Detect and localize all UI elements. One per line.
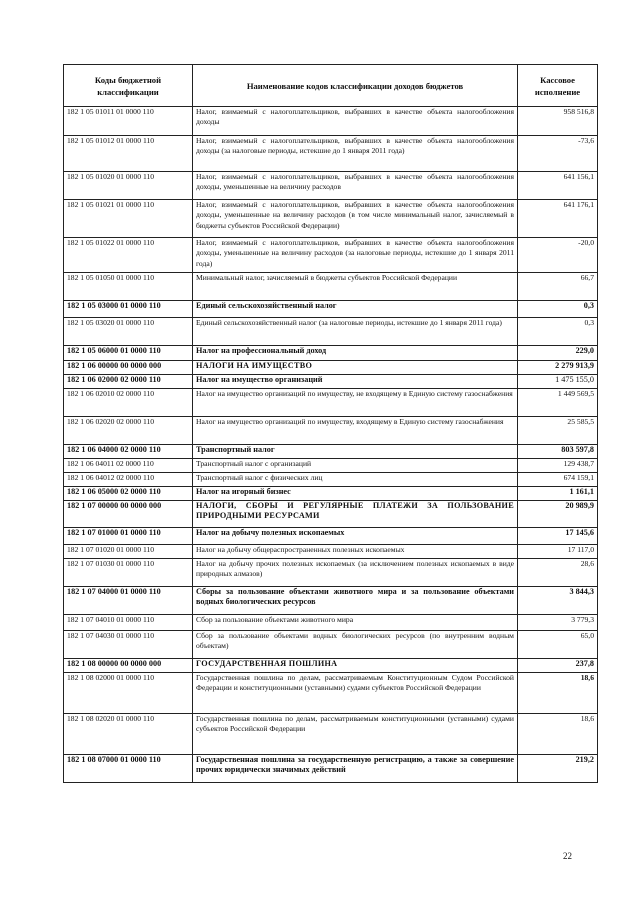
table-row — [64, 473, 598, 487]
classification-name: Налог на имущество организаций — [193, 375, 518, 389]
table-row — [64, 659, 598, 673]
cash-execution-amount: 674 159,1 — [518, 473, 598, 487]
classification-code: 182 1 05 03020 01 0000 110 — [64, 318, 193, 346]
classification-code: 182 1 07 01030 01 0000 110 — [64, 559, 193, 587]
cash-execution-amount: -73,6 — [518, 136, 598, 172]
cash-execution-amount: 1 475 155,0 — [518, 375, 598, 389]
table-row — [64, 107, 598, 136]
cash-execution-amount: 17 117,0 — [518, 545, 598, 559]
table-row — [64, 445, 598, 459]
classification-name: Сбор за пользование объектами водных биологических ресурсов (по внутренним водным объектам) — [193, 631, 518, 659]
classification-code: 182 1 05 01020 01 0000 110 — [64, 172, 193, 200]
classification-code: 182 1 05 01012 01 0000 110 — [64, 136, 193, 172]
classification-name: Налог, взимаемый с налогоплательщиков, выбравших в качестве объекта налогообложения доходы, уменьшенные на величину расходов (за налоговые периоды, истекшие до 1 января 2011 года) — [193, 238, 518, 273]
classification-name: Налог на добычу полезных ископаемых — [193, 528, 518, 545]
table-row — [64, 528, 598, 545]
cash-execution-amount: 18,6 — [518, 673, 598, 714]
classification-name: Налог, взимаемый с налогоплательщиков, выбравших в качестве объекта налогообложения доходы, уменьшенные на величину расходов — [193, 172, 518, 200]
classification-code: 182 1 05 01021 01 0000 110 — [64, 200, 193, 238]
classification-name: Налог на профессиональный доход — [193, 346, 518, 361]
cash-execution-amount: 18,6 — [518, 714, 598, 755]
classification-name: Налог на имущество организаций по имуществу, не входящему в Единую систему газоснабжения — [193, 389, 518, 417]
table-row — [64, 172, 598, 200]
classification-code: 182 1 08 00000 00 0000 000 — [64, 659, 193, 673]
table-row — [64, 136, 598, 172]
classification-name: Налог, взимаемый с налогоплательщиков, выбравших в качестве объекта налогообложения доходы (за налоговые периоды, истекшие до 1 января 2011 года) — [193, 136, 518, 172]
classification-code: 182 1 07 04030 01 0000 110 — [64, 631, 193, 659]
classification-name: Сбор за пользование объектами животного мира — [193, 615, 518, 631]
table-row — [64, 318, 598, 346]
cash-execution-amount: 3 779,3 — [518, 615, 598, 631]
classification-code: 182 1 07 04010 01 0000 110 — [64, 615, 193, 631]
table-row — [64, 375, 598, 389]
cash-execution-amount: 2 279 913,9 — [518, 361, 598, 375]
classification-code: 182 1 05 06000 01 0000 110 — [64, 346, 193, 361]
cash-execution-amount: 1 449 569,5 — [518, 389, 598, 417]
cash-execution-amount: 0,3 — [518, 318, 598, 346]
document-page — [63, 64, 597, 783]
table-row — [64, 714, 598, 755]
classification-code: 182 1 06 02010 02 0000 110 — [64, 389, 193, 417]
classification-code: 182 1 05 01022 01 0000 110 — [64, 238, 193, 273]
table-row — [64, 389, 598, 417]
cash-execution-amount: 641 176,1 — [518, 200, 598, 238]
classification-code: 182 1 06 02000 02 0000 110 — [64, 375, 193, 389]
classification-name: ГОСУДАРСТВЕННАЯ ПОШЛИНА — [193, 659, 518, 673]
table-header-row — [64, 65, 598, 107]
classification-code: 182 1 06 04000 02 0000 110 — [64, 445, 193, 459]
table-row — [64, 238, 598, 273]
cash-execution-amount: 958 516,8 — [518, 107, 598, 136]
table-row — [64, 673, 598, 714]
table-row — [64, 459, 598, 473]
classification-code: 182 1 07 01000 01 0000 110 — [64, 528, 193, 545]
classification-name: Налог, взимаемый с налогоплательщиков, выбравших в качестве объекта налогообложения доходы, уменьшенные на величину расходов (в том числе минимальный налог, зачисляемый в бюджеты субъектов Российской Федерации) — [193, 200, 518, 238]
classification-code: 182 1 05 01011 01 0000 110 — [64, 107, 193, 136]
header-name: Наименование кодов классификации доходов бюджетов — [193, 65, 518, 107]
classification-name: Государственная пошлина по делам, рассматриваемым конституционными (уставными) судами субъектов Российской Федерации — [193, 714, 518, 755]
table-row — [64, 273, 598, 301]
header-code: Коды бюджетной классификации — [64, 65, 193, 107]
cash-execution-amount: 20 989,9 — [518, 501, 598, 528]
classification-code: 182 1 05 03000 01 0000 110 — [64, 301, 193, 318]
table-row — [64, 200, 598, 238]
cash-execution-amount: 66,7 — [518, 273, 598, 301]
cash-execution-amount: 803 597,8 — [518, 445, 598, 459]
classification-name: Транспортный налог с физических лиц — [193, 473, 518, 487]
classification-name: Единый сельскохозяйственный налог (за налоговые периоды, истекшие до 1 января 2011 года) — [193, 318, 518, 346]
table-row — [64, 346, 598, 361]
classification-code: 182 1 07 04000 01 0000 110 — [64, 587, 193, 615]
budget-revenue-table — [63, 64, 598, 783]
header-amount: Кассовое исполнение — [518, 65, 598, 107]
classification-code: 182 1 08 07000 01 0000 110 — [64, 755, 193, 783]
table-row — [64, 631, 598, 659]
classification-code: 182 1 06 05000 02 0000 110 — [64, 487, 193, 501]
table-row — [64, 361, 598, 375]
classification-name: Налог на добычу общераспространенных полезных ископаемых — [193, 545, 518, 559]
classification-name: Налог на имущество организаций по имуществу, входящему в Единую систему газоснабжения — [193, 417, 518, 445]
cash-execution-amount: 219,2 — [518, 755, 598, 783]
classification-name: НАЛОГИ НА ИМУЩЕСТВО — [193, 361, 518, 375]
table-row — [64, 417, 598, 445]
cash-execution-amount: 641 156,1 — [518, 172, 598, 200]
classification-name: Сборы за пользование объектами животного мира и за пользование объектами водных биологических ресурсов — [193, 587, 518, 615]
classification-name: Государственная пошлина по делам, рассматриваемым Конституционным Судом Российской Федерации и конституционными (уставными) судами субъектов Российской Федерации — [193, 673, 518, 714]
cash-execution-amount: 3 844,3 — [518, 587, 598, 615]
table-row — [64, 301, 598, 318]
classification-name: Единый сельскохозяйственный налог — [193, 301, 518, 318]
classification-name: Налог, взимаемый с налогоплательщиков, выбравших в качестве объекта налогообложения доходы — [193, 107, 518, 136]
classification-code: 182 1 08 02000 01 0000 110 — [64, 673, 193, 714]
cash-execution-amount: 0,3 — [518, 301, 598, 318]
table-row — [64, 501, 598, 528]
cash-execution-amount: 65,0 — [518, 631, 598, 659]
classification-name: Транспортный налог — [193, 445, 518, 459]
page-number: 22 — [563, 851, 572, 861]
cash-execution-amount: 25 585,5 — [518, 417, 598, 445]
cash-execution-amount: -20,0 — [518, 238, 598, 273]
classification-code: 182 1 08 02020 01 0000 110 — [64, 714, 193, 755]
table-row — [64, 545, 598, 559]
classification-name: Минимальный налог, зачисляемый в бюджеты субъектов Российской Федерации — [193, 273, 518, 301]
classification-code: 182 1 07 00000 00 0000 000 — [64, 501, 193, 528]
table-row — [64, 615, 598, 631]
classification-code: 182 1 07 01020 01 0000 110 — [64, 545, 193, 559]
classification-code: 182 1 06 04012 02 0000 110 — [64, 473, 193, 487]
cash-execution-amount: 17 145,6 — [518, 528, 598, 545]
table-row — [64, 587, 598, 615]
classification-name: НАЛОГИ, СБОРЫ И РЕГУЛЯРНЫЕ ПЛАТЕЖИ ЗА ПОЛЬЗОВАНИЕ ПРИРОДНЫМИ РЕСУРСАМИ — [193, 501, 518, 528]
cash-execution-amount: 129 438,7 — [518, 459, 598, 473]
classification-code: 182 1 06 04011 02 0000 110 — [64, 459, 193, 473]
cash-execution-amount: 1 161,1 — [518, 487, 598, 501]
classification-name: Налог на игорный бизнес — [193, 487, 518, 501]
classification-code: 182 1 06 00000 00 0000 000 — [64, 361, 193, 375]
table-row — [64, 559, 598, 587]
classification-code: 182 1 05 01050 01 0000 110 — [64, 273, 193, 301]
table-row — [64, 487, 598, 501]
classification-name: Государственная пошлина за государственную регистрацию, а также за совершение прочих юридически значимых действий — [193, 755, 518, 783]
classification-name: Транспортный налог с организаций — [193, 459, 518, 473]
table-row — [64, 755, 598, 783]
cash-execution-amount: 229,0 — [518, 346, 598, 361]
table-body — [64, 107, 598, 783]
classification-name: Налог на добычу прочих полезных ископаемых (за исключением полезных ископаемых в виде природных алмазов) — [193, 559, 518, 587]
cash-execution-amount: 237,8 — [518, 659, 598, 673]
classification-code: 182 1 06 02020 02 0000 110 — [64, 417, 193, 445]
cash-execution-amount: 28,6 — [518, 559, 598, 587]
